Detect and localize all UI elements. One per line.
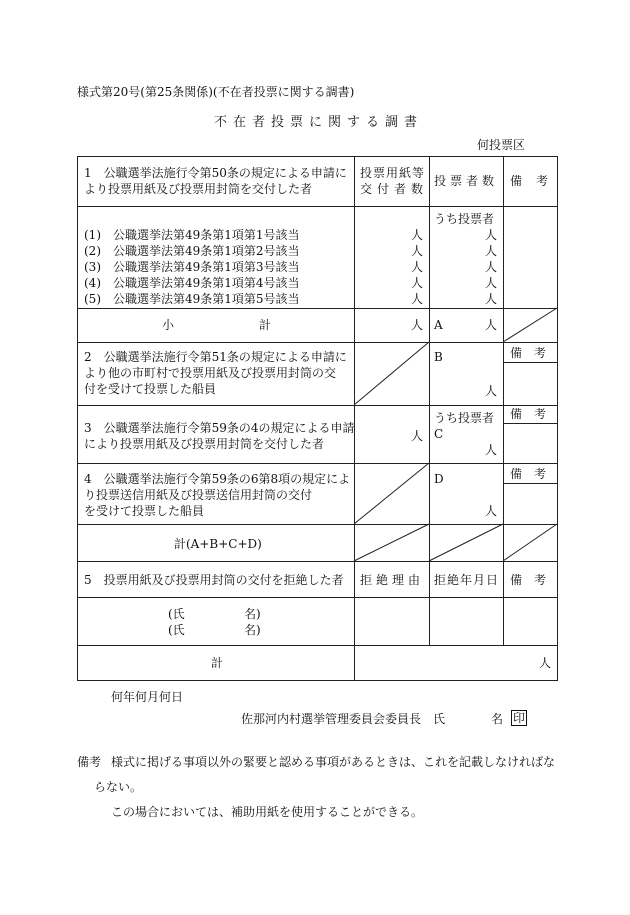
final-total-unit: 人 [539, 656, 552, 670]
item-4: (4) 公職選挙法第49条第1項第4号該当 [84, 276, 300, 290]
diagonal [354, 524, 429, 561]
section4-letter-d: D [434, 472, 444, 486]
note-line1: 様式に掲げる事項以外の緊要と認める事項があるときは、これを記載しなければな [111, 755, 556, 769]
final-total-label: 計 [211, 656, 224, 670]
refusal-reason-header: 拒絶理由 [360, 573, 425, 587]
subtotal-voter-unit: 人 [485, 318, 498, 332]
item-2: (2) 公職選挙法第49条第1項第2号該当 [84, 244, 300, 258]
grant-unit: 人 [411, 276, 424, 290]
signer-title: 佐那河内村選挙管理委員会委員長 氏 [241, 712, 446, 726]
diagonal [429, 524, 503, 561]
remarks-header: 備考 [510, 174, 563, 188]
section2-label-line2: より他の市町村で投票用紙及び投票用封筒の交 [84, 366, 337, 380]
signer-name-char: 名 [491, 712, 504, 726]
section1-label-line2: より投票用紙及び投票用封筒を交付した者 [84, 182, 313, 196]
grant-count-header-line1: 投票用紙等 [360, 166, 426, 180]
note-label: 備考 [77, 755, 102, 769]
subtotal-label-b: 計 [259, 318, 272, 332]
item-1: (1) 公職選挙法第49条第1項第1号該当 [84, 228, 300, 242]
section2-letter-b: B [434, 350, 443, 364]
subtotal-label-a: 小 [162, 318, 175, 332]
name-placeholder-a: (氏 [168, 623, 185, 637]
voter-count-header: 投票者数 [434, 174, 499, 188]
refusal-date-header: 拒絶年月日 [434, 573, 500, 587]
total-abcd-label: 計(A+B+C+D) [174, 537, 262, 551]
document-title: 不在者投票に関する調書 [214, 115, 424, 130]
grant-count-header-line2: 交付者数 [360, 182, 429, 196]
section3-label-line1: 3 公職選挙法施行令第59条の4の規定による申請 [84, 421, 355, 435]
name-placeholder-b: 名) [244, 607, 261, 621]
note-line2: らない。 [94, 780, 143, 794]
date-placeholder: 何年何月何日 [111, 690, 184, 704]
voter-unit: 人 [485, 276, 498, 290]
item-3: (3) 公職選挙法第49条第1項第3号該当 [84, 260, 300, 274]
grant-unit: 人 [411, 244, 424, 258]
section4-label-line3: を受けて投票した船員 [84, 504, 205, 518]
diagonal [503, 308, 557, 342]
section3-voter-unit: 人 [485, 443, 498, 457]
section3-of-which-voters: うち投票者 [434, 411, 495, 425]
subtotal-letter-a: A [434, 318, 443, 332]
section3-grant-unit: 人 [411, 429, 424, 443]
section2-unit: 人 [485, 384, 498, 398]
name-placeholder-a: (氏 [168, 607, 185, 621]
grant-unit: 人 [411, 228, 424, 242]
polling-district: 何投票区 [477, 138, 526, 152]
subtotal-grant-unit: 人 [411, 318, 424, 332]
name-placeholder-b: 名) [244, 623, 261, 637]
diagonal [354, 463, 429, 524]
section2-label-line1: 2 公職選挙法施行令第51条の規定による申請に [84, 350, 347, 364]
section5-label: 5 投票用紙及び投票用封筒の交付を拒絶した者 [84, 573, 344, 587]
grant-unit: 人 [411, 292, 424, 306]
diagonal [354, 342, 429, 405]
section2-label-line3: 付を受けて投票した船員 [84, 382, 217, 396]
section4-label-line1: 4 公職選挙法施行令第59条の6第8項の規定によ [84, 472, 351, 486]
section4-unit: 人 [485, 504, 498, 518]
grant-unit: 人 [411, 260, 424, 274]
seal-stamp: 印 [513, 711, 526, 725]
item-5: (5) 公職選挙法第49条第1項第5号該当 [84, 292, 300, 306]
voter-unit: 人 [485, 228, 498, 242]
voter-unit: 人 [485, 244, 498, 258]
form-reference: 様式第20号(第25条関係)(不在者投票に関する調書) [77, 85, 355, 99]
voter-unit: 人 [485, 260, 498, 274]
section3-letter-c: C [434, 427, 444, 441]
section2-remarks: 備考 [510, 346, 559, 360]
section5-remarks-header: 備考 [510, 573, 559, 587]
section4-remarks: 備考 [510, 467, 559, 481]
section3-remarks: 備考 [510, 407, 559, 421]
section3-label-line2: により投票用紙及び投票用封筒を交付した者 [84, 437, 325, 451]
section1-label-line1: 1 公職選挙法施行令第50条の規定による申請に [84, 166, 347, 180]
section4-label-line2: り投票送信用紙及び投票送信用封筒の交付 [84, 488, 313, 502]
diagonal [503, 524, 557, 561]
of-which-voters-label: うち投票者 [434, 212, 495, 226]
voter-unit: 人 [485, 292, 498, 306]
note-line3: この場合においては、補助用紙を使用することができる。 [111, 805, 424, 819]
